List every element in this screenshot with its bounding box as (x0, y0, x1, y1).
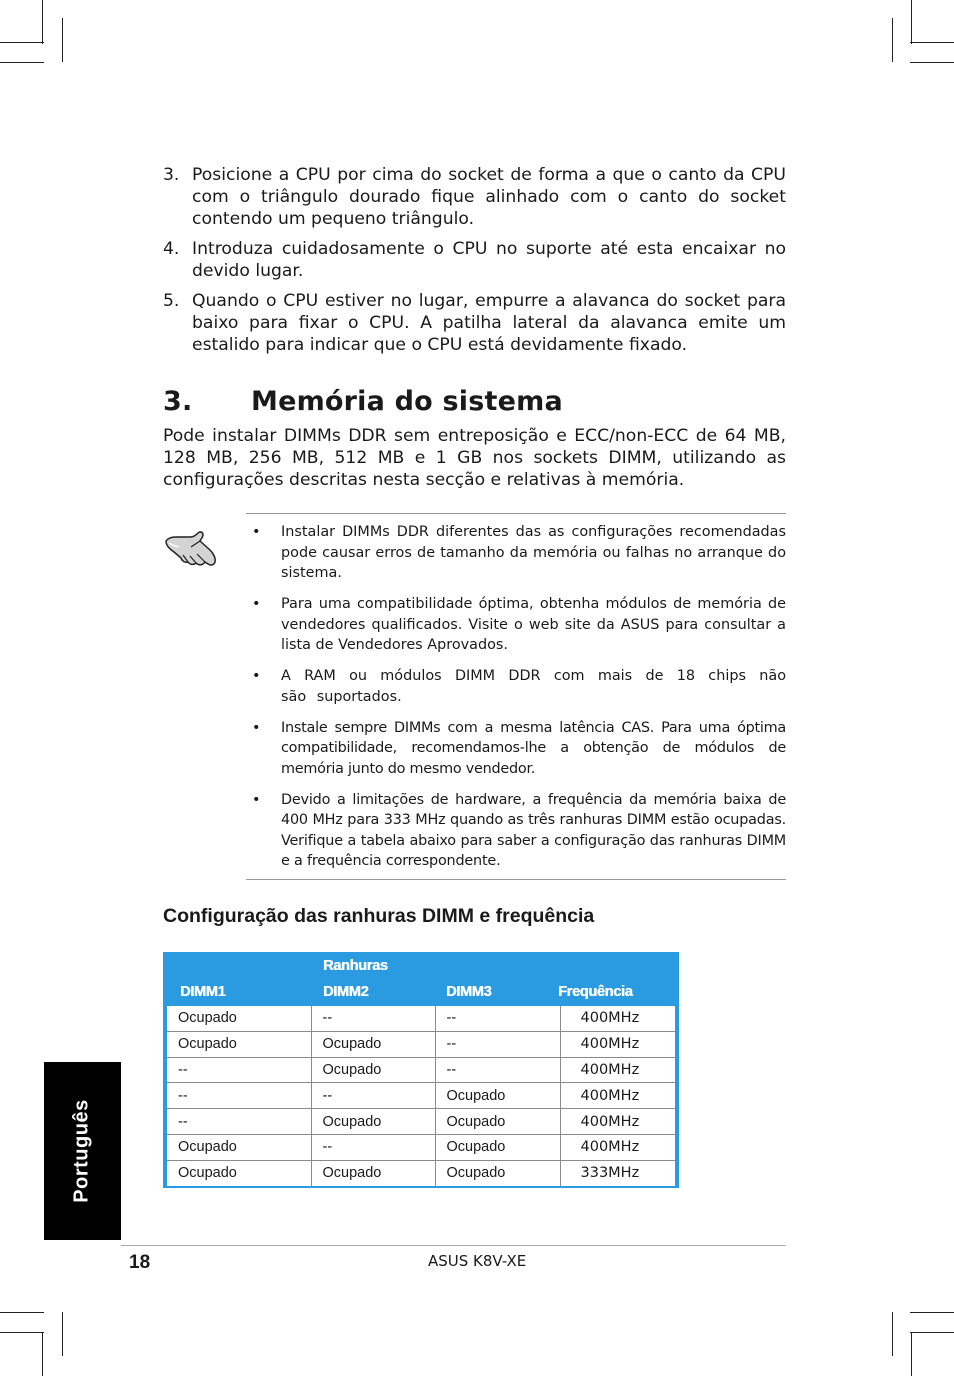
table-row (167, 1134, 675, 1160)
step-number: 4. (163, 239, 180, 259)
product-name: ASUS K8V-XE (428, 1252, 527, 1270)
section-title: Memória do sistema (251, 386, 563, 417)
crop-mark (0, 1332, 44, 1333)
column-header: DIMM1 (180, 984, 226, 1000)
note-text: A RAM ou módulos DIMM DDR com mais de 18 chips não são suportados. (281, 668, 786, 705)
note-item (246, 522, 786, 584)
table-cell: -- (311, 1134, 435, 1160)
table-cell: -- (435, 1031, 560, 1057)
note-text: Para uma compatibilidade óptima, obtenha módulos de memória de vendedores qualificados. Visite o web site da ASUS para consultar a lista de Vendedores Aprovados. (281, 596, 786, 653)
step-item (163, 164, 786, 230)
table-cell: 400MHz (560, 1134, 675, 1160)
section-intro: Pode instalar DIMMs DDR sem entreposição e ECC/non-ECC de 64 MB, 128 MB, 256 MB, 512 MB e 1 GB nos sockets DIMM, utilizando as configurações descritas nesta secção e relativas à memória. (163, 426, 786, 490)
table-cell: Ocupado (435, 1134, 560, 1160)
column-header: DIMM3 (446, 984, 492, 1000)
note-text: Instalar DIMMs DDR diferentes das as configurações recomendadas pode causar erros de tamanho da memória ou falhas no arranque do sistema. (281, 524, 786, 581)
crop-mark (892, 18, 893, 62)
dimm-table-body (167, 1006, 675, 1186)
table-cell: 400MHz (560, 1057, 675, 1083)
note-item (246, 666, 786, 707)
notes-list (246, 522, 786, 882)
table-cell: Ocupado (311, 1057, 435, 1083)
table-cell: 400MHz (560, 1006, 675, 1031)
note-text: Instale sempre DIMMs com a mesma latência CAS. Para uma óptima compatibilidade, recomendamos-lhe a obtenção de módulos de memória junto do mesmo vendedor. (281, 719, 786, 777)
table-row (167, 1083, 675, 1109)
step-item (163, 290, 786, 356)
hand-pointing-icon (163, 525, 219, 571)
language-label: Português (70, 1099, 93, 1203)
crop-mark (910, 42, 954, 43)
table-cell: Ocupado (435, 1083, 560, 1109)
crop-mark (911, 0, 912, 44)
crop-mark (892, 1312, 893, 1356)
table-cell: 400MHz (560, 1083, 675, 1109)
table-row (167, 1057, 675, 1083)
table-row (167, 1160, 675, 1185)
table-row (167, 1031, 675, 1057)
table-row (167, 1109, 675, 1135)
table-cell: 400MHz (560, 1109, 675, 1135)
table-cell: Ocupado (435, 1109, 560, 1135)
page-number: 18 (129, 1252, 151, 1273)
step-item (163, 238, 786, 282)
crop-mark (0, 42, 44, 43)
crop-mark (42, 1332, 43, 1376)
dimm-table (163, 952, 679, 1188)
bullet: • (252, 524, 261, 540)
column-header: Frequência (558, 984, 633, 1000)
crop-mark (62, 1312, 63, 1356)
note-item (246, 718, 786, 780)
step-text: Posicione a CPU por cima do socket de forma a que o canto da CPU com o triângulo dourado fique alinhado com o canto do socket contendo um pequeno triângulo. (192, 165, 786, 229)
table-cell: Ocupado (167, 1134, 311, 1160)
table-row (167, 1006, 675, 1031)
table-cell: Ocupado (311, 1160, 435, 1185)
table-cell: Ocupado (167, 1006, 311, 1031)
section-heading (163, 386, 563, 417)
table-cell: 333MHz (580, 1165, 640, 1182)
language-tab (44, 1062, 121, 1240)
crop-mark (42, 0, 43, 44)
crop-mark (910, 1332, 954, 1333)
bullet: • (252, 719, 261, 736)
table-cell: Ocupado (167, 1031, 311, 1057)
section-number: 3. (163, 386, 193, 417)
step-number: 5. (163, 291, 180, 311)
crop-mark (910, 1312, 954, 1313)
table-cell: -- (311, 1083, 435, 1109)
crop-mark (62, 18, 63, 62)
notes-box (246, 513, 786, 880)
table-cell: -- (167, 1083, 311, 1109)
table-cell: Ocupado (311, 1031, 435, 1057)
table-cell: -- (167, 1109, 311, 1135)
bullet: • (252, 668, 261, 684)
crop-mark (911, 1332, 912, 1376)
installation-steps (163, 164, 786, 364)
footer-divider (121, 1245, 786, 1246)
table-cell: -- (311, 1006, 435, 1031)
bullet: • (252, 596, 261, 612)
table-cell: Ocupado (167, 1160, 311, 1185)
column-header: DIMM2 (323, 984, 369, 1000)
step-text: Introduza cuidadosamente o CPU no suporte até esta encaixar no devido lugar. (192, 239, 786, 281)
note-text: Devido a limitações de hardware, a frequência da memória baixa de 400 MHz para 333 MHz quando as três ranhuras DIMM estão ocupadas. Verifique a tabela abaixo para saber a configuração das ranhuras DIMM e a frequência correspondente. (281, 791, 786, 869)
table-heading: Configuração das ranhuras DIMM e frequência (163, 905, 595, 927)
table-cell: -- (435, 1057, 560, 1083)
step-number: 3. (163, 165, 180, 185)
note-item (246, 790, 786, 872)
table-cell: Ocupado (311, 1109, 435, 1135)
table-cell: -- (167, 1057, 311, 1083)
step-text: Quando o CPU estiver no lugar, empurre a alavanca do socket para baixo para fixar o CPU. A patilha lateral da alavanca emite um estalido para indicar que o CPU está devidamente fixado. (192, 291, 786, 355)
bullet: • (252, 791, 261, 808)
crop-mark (910, 62, 954, 63)
group-header: Ranhuras (323, 958, 388, 974)
note-item (246, 594, 786, 656)
table-cell: 400MHz (560, 1031, 675, 1057)
table-cell: -- (435, 1006, 560, 1031)
crop-mark (0, 1312, 44, 1313)
table-cell: Ocupado (435, 1160, 560, 1185)
crop-mark (0, 62, 44, 63)
